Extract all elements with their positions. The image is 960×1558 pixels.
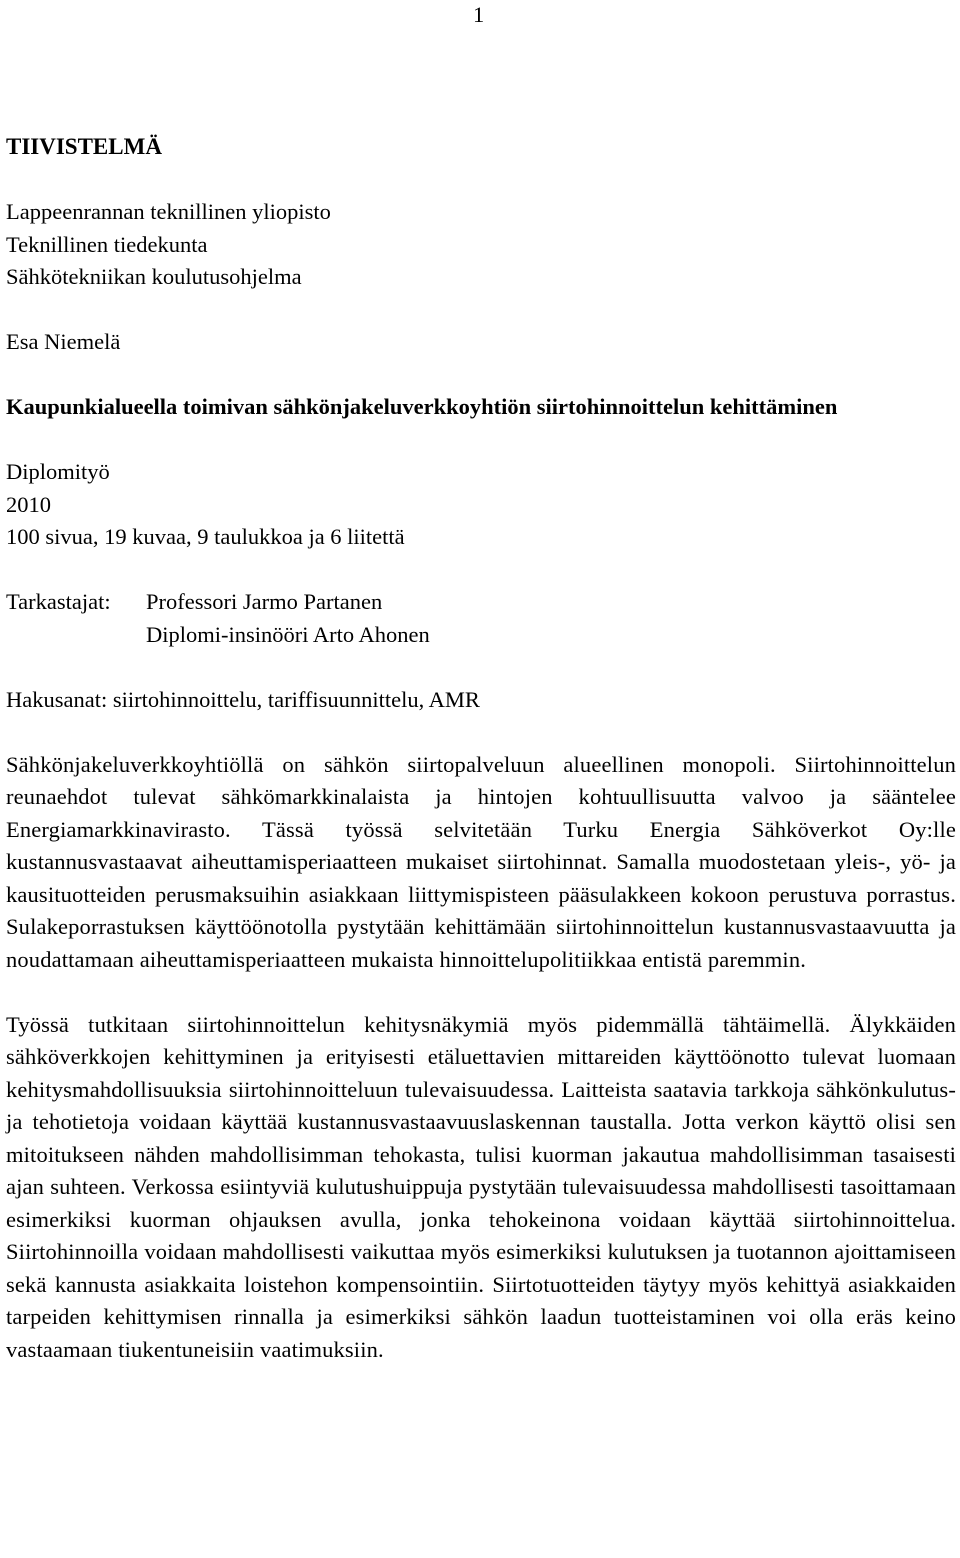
thesis-extent: 100 sivua, 19 kuvaa, 9 taulukkoa ja 6 liitettä <box>6 524 405 549</box>
reviewers-label: Tarkastajat: <box>6 589 111 614</box>
page-number: 1 <box>473 2 485 27</box>
thesis-title: Kaupunkialueella toimivan sähkönjakeluverkkoyhtiön siirtohinnoittelun kehittäminen <box>6 394 838 419</box>
reviewer-2: Diplomi-insinööri Arto Ahonen <box>146 621 430 647</box>
author-name: Esa Niemelä <box>6 329 121 354</box>
abstract-heading: TIIVISTELMÄ <box>6 134 162 159</box>
keywords: Hakusanat: siirtohinnoittelu, tariffisuunnittelu, AMR <box>6 686 480 712</box>
thesis-year: 2010 <box>6 491 51 517</box>
author-block <box>6 326 956 359</box>
university-name: Lappeenrannan teknillinen yliopisto <box>6 199 331 224</box>
thesis-info-block <box>6 456 956 554</box>
reviewer-1: Professori Jarmo Partanen <box>146 589 383 614</box>
institution-block <box>6 196 956 294</box>
reviewers-block <box>6 586 956 651</box>
abstract-page <box>6 130 956 1366</box>
abstract-paragraph: Sähkönjakeluverkkoyhtiöllä on sähkön siirtopalveluun alueellinen monopoli. Siirtohinnoittelun reunaehdot tulevat sähkömarkkinalaista ja hintojen kohtuullisuutta valvoo ja sääntelee Energiamarkkinavirasto. Tässä työssä selvitetään Turku Energia Sähköverkot Oy:lle kustannusvastaavat aiheuttamisperiaatteen mukaiset siirtohinnat. Samalla muodostetaan yleis-, yö- ja kausituotteiden perusmaksuihin asiakkaan liittymispisteen pääsulakkeen kokoon perustuva porrastus. Sulakeporrastuksen käyttöönotolla pystytään kehittämään siirtohinnoittelun kustannusvastaavuutta ja noudattamaan aiheuttamisperiaatteen mukaista hinnoittelupolitiikkaa entistä paremmin. <box>6 751 956 972</box>
programme-name: Sähkötekniikan koulutusohjelma <box>6 264 302 289</box>
abstract-paragraph: Työssä tutkitaan siirtohinnoittelun kehitysnäkymiä myös pidemmällä tähtäimellä. Älykkäiden sähköverkkojen kehittyminen ja erityisesti etäluettavien mittareiden käyttöönotto tulevat luomaan kehitysmahdollisuuksia siirtohinnoitteluun tulevaisuudessa. Laitteista saatavia tarkkoja sähkönkulutus- ja tehotietoja voidaan käyttää kustannusvastaavuuslaskennan taustalla. Jotta verkon käyttö olisi sen mitoitukseen nähden mahdollisimman tehokasta, tulisi kuorman jakautua mahdollisimman tasaisesti ajan suhteen. Verkossa esiintyviä kulutushuippuja pystytään tulevaisuudessa mahdollisesti tasoittamaan esimerkiksi kuorman ohjauksen avulla, jonka tehokeinona voidaan käyttää siirtohinnoittelua. Siirtohinnoilla voidaan mahdollisesti vaikuttaa myös esimerkiksi kulutuksen ja tuotannon ajoittamiseen sekä kannusta asiakkaita loistehon kompensointiin. Siirtotuotteiden täytyy myös kehittyä asiakkaiden tarpeiden kehittymisen rinnalla ja esimerkiksi sähkön laadun tuotteistaminen voi olla eräs keino vastaamaan tiukentuneisiin vaatimuksiin. <box>6 1011 956 1362</box>
thesis-type: Diplomityö <box>6 459 110 484</box>
faculty-name: Teknillinen tiedekunta <box>6 231 208 257</box>
